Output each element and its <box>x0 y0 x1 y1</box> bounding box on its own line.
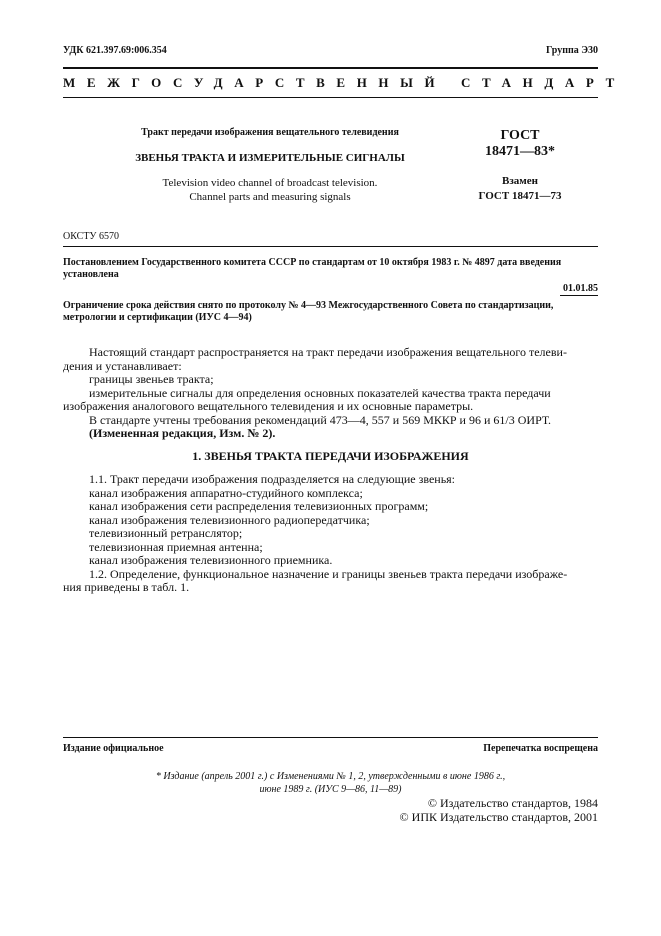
item-1-2-line-1: 1.2. Определение, функциональное назначение и границы звеньев тракта передачи изображе- <box>89 566 568 581</box>
list-item: телевизионный ретранслятор; <box>89 526 243 540</box>
limitation-line-1: Ограничение срока действия снято по протоколу № 4—93 Межгосударственного Совета по стандартизации, <box>63 300 554 311</box>
edition-note <box>63 770 598 796</box>
section-1-heading: 1. ЗВЕНЬЯ ТРАКТА ПЕРЕДАЧИ ИЗОБРАЖЕНИЯ <box>192 449 469 463</box>
subtitle-ru: Тракт передачи изображения вещательного телевидения <box>141 127 399 138</box>
intro-p5: (Измененная редакция, Изм. № 2). <box>89 426 276 440</box>
intro-p3-line-1: измерительные сигналы для определения основных показателей качества тракта передачи <box>89 385 551 400</box>
group-code: Группа Э30 <box>546 45 598 56</box>
decree-text <box>63 257 598 281</box>
list-item: телевизионная приемная антенна; <box>89 539 263 554</box>
top-rule <box>63 67 598 69</box>
official-edition: Издание официальное <box>63 743 164 754</box>
list-item: канал изображения телевизионного радиопередатчика; <box>89 512 370 527</box>
copyright-block <box>400 796 598 824</box>
intro-p2: границы звеньев тракта; <box>89 372 214 386</box>
replaces-label: Взамен <box>502 175 538 187</box>
item-1-1: 1.1. Тракт передачи изображения подразделяется на следующие звенья: <box>89 472 456 486</box>
replaces-value: ГОСТ 18471—73 <box>478 190 562 202</box>
edition-note-line-1: * Издание (апрель 2001 г.) с Изменениями № 1, 2, утвержденными в июне 1986 г., <box>155 771 506 782</box>
reprint-notice: Перепечатка воспрещена <box>483 743 598 754</box>
edition-note-line-2: июне 1989 г. (ИУС 9—86, 11—89) <box>259 784 402 795</box>
title-en-line-1: Television video channel of broadcast television. <box>162 177 378 189</box>
intro-p4: В стандарте учтены требования рекомендаций 473—4, 557 и 569 МККР и 96 и 61/3 ОИРТ. <box>89 412 552 427</box>
list-item: канал изображения аппаратно-студийного комплекса; <box>89 485 363 500</box>
section-1-body <box>63 473 598 595</box>
copyright-2001: © ИПК Издательство стандартов, 2001 <box>399 810 598 824</box>
copyright-1984: © Издательство стандартов, 1984 <box>427 796 598 810</box>
list-item: канал изображения телевизионного приемника. <box>89 553 333 567</box>
gost-number: 18471—83* <box>485 144 555 159</box>
gost-label: ГОСТ <box>500 128 540 143</box>
decree-line-2: установлена <box>63 269 119 280</box>
title-ru: ЗВЕНЬЯ ТРАКТА И ИЗМЕРИТЕЛЬНЫЕ СИГНАЛЫ <box>135 152 405 164</box>
limitation-text <box>63 300 598 324</box>
decree-date: 01.01.85 <box>563 283 598 294</box>
intro-p1-line-2: дения и устанавливает: <box>63 358 182 373</box>
okstu-rule <box>63 246 598 247</box>
footer-rule <box>63 737 598 738</box>
item-1-2-line-2: ния приведены в табл. 1. <box>63 580 190 594</box>
okstu-code: ОКСТУ 6570 <box>63 231 120 242</box>
limitation-line-2: метрологии и сертификации (ИУС 4—94) <box>63 312 252 323</box>
decree-line-1: Постановлением Государственного комитета СССР по стандартам от 10 октября 1983 г. № 4897 дата введения <box>63 257 562 268</box>
date-underline <box>560 295 598 296</box>
intro-p1-line-1: Настоящий стандарт распространяется на тракт передачи изображения вещательного телеви- <box>89 345 567 359</box>
udk-code: УДК 621.397.69:006.354 <box>63 45 167 56</box>
intro-section <box>63 346 598 441</box>
title-en-line-2: Channel parts and measuring signals <box>189 191 351 203</box>
standard-banner: МЕЖГОСУДАРСТВЕННЫЙ СТАНДАРТ <box>63 75 626 90</box>
intro-p3-line-2: изображения аналогового вещательного телевидения и их основные параметры. <box>63 399 474 413</box>
list-item: канал изображения сети распределения телевизионных программ; <box>89 499 429 513</box>
banner-rule <box>63 97 598 98</box>
